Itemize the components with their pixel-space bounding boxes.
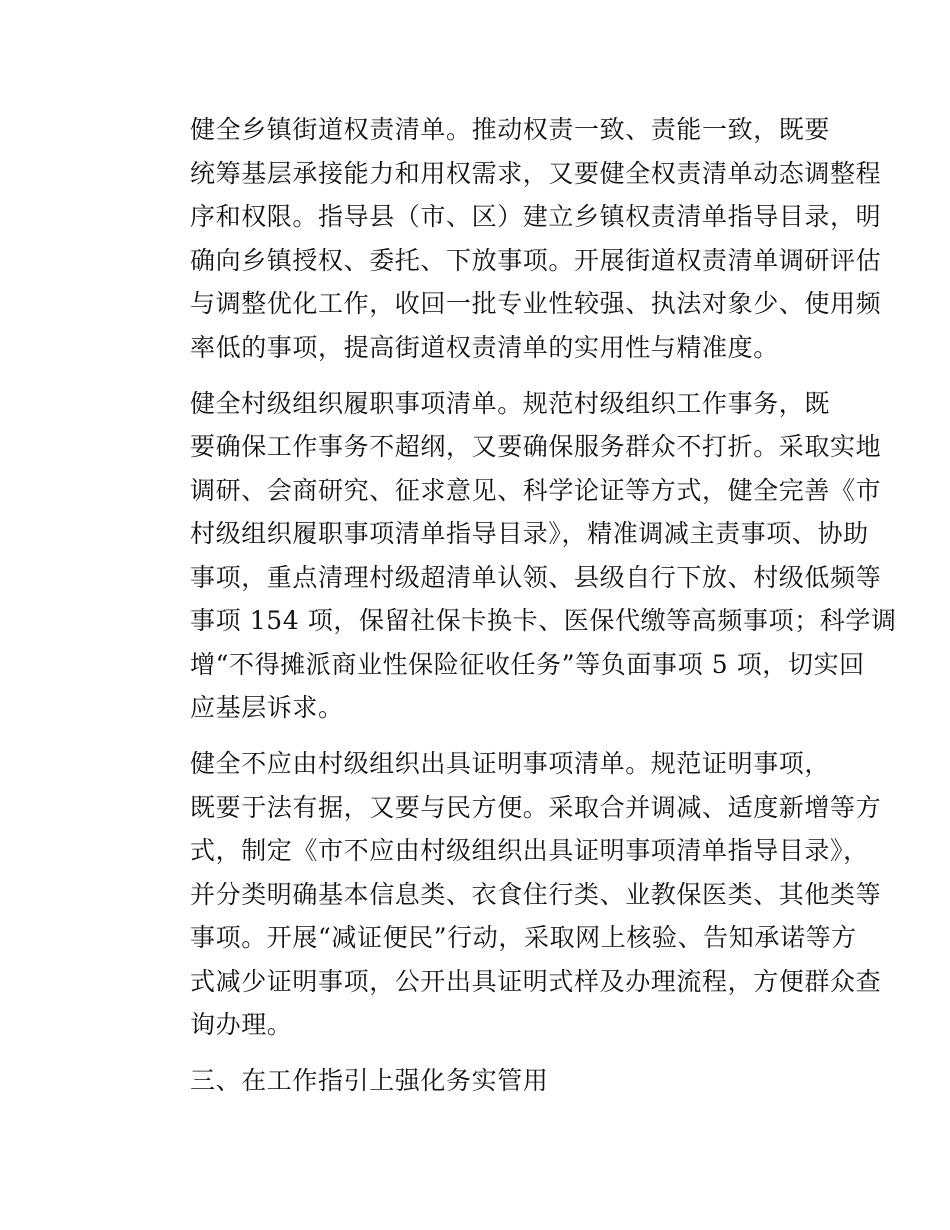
text-line: 式减少证明事项，公开出具证明式样及办理流程，方便群众查 xyxy=(190,966,882,996)
text-line: 式，制定《市不应由村级组织出具证明事项清单指导目录》， xyxy=(190,836,869,865)
text-line: 村级组织履职事项清单指导目录》，精准调减主责事项、协助 xyxy=(190,519,869,548)
document-body xyxy=(140,108,897,1103)
text-line: 应基层诉求。 xyxy=(190,693,344,722)
text-line: 健全不应由村级组织出具证明事项清单。规范证明事项， xyxy=(190,749,831,778)
section-heading: 三、在工作指引上强化务实管用 xyxy=(190,1066,549,1095)
text-line: 健全村级组织履职事项清单。规范村级组织工作事务，既 xyxy=(190,388,831,418)
text-line: 确向乡镇授权、委托、下放事项。开展街道权责清单调研评估 xyxy=(190,245,882,275)
paragraph-village-duty-list xyxy=(140,382,897,730)
text-line: 与调整优化工作，收回一批专业性较强、执法对象少、使用频 xyxy=(190,289,882,318)
text-line: 并分类明确基本信息类、衣食住行类、业教保医类、其他类等 xyxy=(190,879,882,909)
text-line: 调研、会商研究、征求意见、科学论证等方式，健全完善《市 xyxy=(190,475,882,505)
text-line: 增“不得摊派商业性保险征收任务”等负面事项 5 项，切实回 xyxy=(190,649,865,679)
text-line: 询办理。 xyxy=(190,1010,293,1039)
paragraph-township-list xyxy=(140,108,882,369)
text-line: 事项 154 项，保留社保卡换卡、医保代缴等高频事项；科学调 xyxy=(190,606,897,635)
paragraph-certificate-list xyxy=(140,742,882,1047)
text-line: 事项，重点清理村级超清单认领、县级自行下放、村级低频等 xyxy=(190,562,882,592)
text-line: 既要于法有据，又要与民方便。采取合并调减、适度新增等方 xyxy=(190,792,882,822)
text-line: 率低的事项，提高街道权责清单的实用性与精准度。 xyxy=(190,332,779,362)
text-line: 要确保工作事务不超纲，又要确保服务群众不打折。采取实地 xyxy=(190,432,882,461)
text-line: 健全乡镇街道权责清单。推动权责一致、责能一致，既要 xyxy=(190,115,831,144)
text-line: 事项。开展“减证便民”行动，采取网上核验、告知承诺等方 xyxy=(190,923,857,952)
text-line: 统筹基层承接能力和用权需求，又要健全权责清单动态调整程 xyxy=(190,158,882,188)
text-line: 序和权限。指导县（市、区）建立乡镇权责清单指导目录，明 xyxy=(190,202,882,231)
